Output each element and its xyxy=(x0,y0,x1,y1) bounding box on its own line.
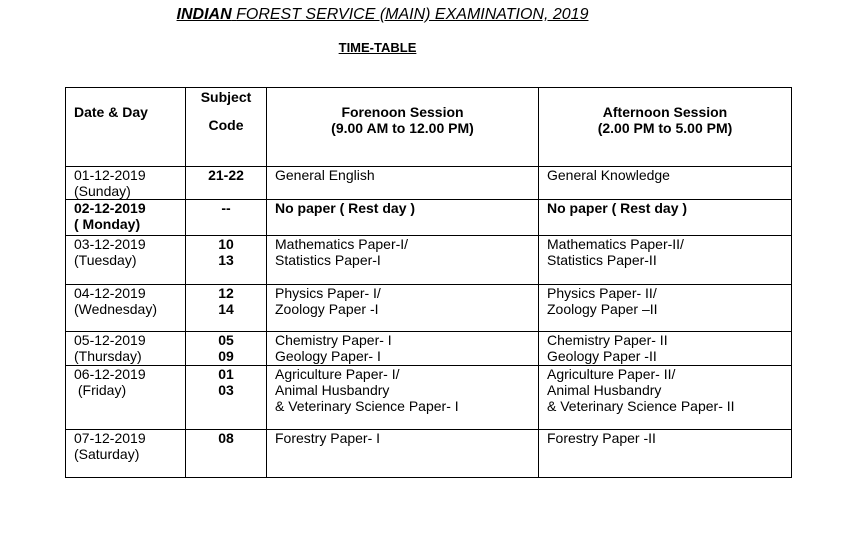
afternoon-cell xyxy=(539,167,792,200)
subject-code: 10 xyxy=(218,236,234,252)
subject-code: 03 xyxy=(218,382,234,398)
date-cell xyxy=(66,285,186,332)
date: 05-12-2019 xyxy=(74,332,146,348)
forenoon-paper: Mathematics Paper-I/ xyxy=(275,236,409,252)
table-row xyxy=(66,285,792,332)
afternoon-cell xyxy=(539,332,792,366)
forenoon-paper: No paper ( Rest day ) xyxy=(275,200,416,216)
header-forenoon-title: Forenoon Session xyxy=(341,104,464,120)
date-cell xyxy=(66,430,186,478)
forenoon-cell xyxy=(267,285,539,332)
header-afternoon-session xyxy=(539,88,792,167)
afternoon-paper: No paper ( Rest day ) xyxy=(547,200,688,216)
date: 04-12-2019 xyxy=(74,285,146,301)
forenoon-paper: Chemistry Paper- I xyxy=(275,332,392,348)
forenoon-cell xyxy=(267,167,539,200)
forenoon-paper: Physics Paper- I/ xyxy=(275,285,381,301)
subject-code-cell xyxy=(186,167,267,200)
subject-code-cell xyxy=(186,236,267,285)
subject-code: 05 xyxy=(218,332,234,348)
subject-code: 08 xyxy=(218,430,234,446)
day: (Friday) xyxy=(74,382,127,398)
forenoon-cell xyxy=(267,430,539,478)
subject-code-cell xyxy=(186,285,267,332)
afternoon-paper: Forestry Paper -II xyxy=(547,430,656,446)
date-cell xyxy=(66,167,186,200)
afternoon-cell xyxy=(539,366,792,430)
day: ( Monday) xyxy=(74,216,141,232)
header-afternoon-title: Afternoon Session xyxy=(602,104,728,120)
subject-code: 21-22 xyxy=(208,167,244,183)
forenoon-cell xyxy=(267,236,539,285)
timetable xyxy=(65,87,792,478)
header-afternoon-time: (2.00 PM to 5.00 PM) xyxy=(597,120,733,136)
forenoon-paper: Geology Paper- I xyxy=(275,348,381,364)
afternoon-paper: General Knowledge xyxy=(547,167,670,183)
table-row xyxy=(66,200,792,236)
subject-code-cell xyxy=(186,332,267,366)
day: (Wednesday) xyxy=(74,301,158,317)
day: (Tuesday) xyxy=(74,252,137,268)
afternoon-paper: Animal Husbandry xyxy=(547,382,662,398)
afternoon-cell xyxy=(539,236,792,285)
afternoon-paper: Mathematics Paper-II/ xyxy=(547,236,684,252)
header-forenoon-time: (9.00 AM to 12.00 PM) xyxy=(331,120,474,136)
afternoon-paper: Agriculture Paper- II/ xyxy=(547,366,676,382)
header-subject-code-line2: Code xyxy=(208,117,244,133)
date: 07-12-2019 xyxy=(74,430,146,446)
header-forenoon-session xyxy=(267,88,539,167)
forenoon-paper: & Veterinary Science Paper- I xyxy=(275,398,459,414)
afternoon-paper: Physics Paper- II/ xyxy=(547,285,657,301)
header-date-day: Date & Day xyxy=(66,88,186,167)
date-cell xyxy=(66,332,186,366)
header-row xyxy=(66,88,792,167)
exam-title xyxy=(0,6,765,24)
forenoon-paper: Agriculture Paper- I/ xyxy=(275,366,400,382)
subject-code: 13 xyxy=(218,252,234,268)
header-subject-code xyxy=(186,88,267,167)
day: (Sunday) xyxy=(74,183,131,199)
date: 06-12-2019 xyxy=(74,366,146,382)
forenoon-paper: Zoology Paper -I xyxy=(275,301,379,317)
forenoon-cell xyxy=(267,366,539,430)
date: 01-12-2019 xyxy=(74,167,146,183)
afternoon-cell xyxy=(539,430,792,478)
exam-title-rest: FOREST SERVICE (MAIN) EXAMINATION, 2019 xyxy=(236,6,589,23)
subject-code-cell xyxy=(186,200,267,236)
subject-code: 01 xyxy=(218,366,234,382)
forenoon-cell xyxy=(267,200,539,236)
afternoon-paper: Zoology Paper –II xyxy=(547,301,658,317)
forenoon-paper: General English xyxy=(275,167,375,183)
forenoon-cell xyxy=(267,332,539,366)
date: 02-12-2019 xyxy=(74,200,146,216)
table-row xyxy=(66,366,792,430)
afternoon-paper: Statistics Paper-II xyxy=(547,252,657,268)
subject-code: -- xyxy=(221,200,231,216)
date: 03-12-2019 xyxy=(74,236,146,252)
exam-title-bold: INDIAN xyxy=(176,6,232,23)
afternoon-paper: & Veterinary Science Paper- II xyxy=(547,398,735,414)
subject-code-cell xyxy=(186,366,267,430)
date-cell xyxy=(66,200,186,236)
date-cell xyxy=(66,366,186,430)
forenoon-paper: Animal Husbandry xyxy=(275,382,390,398)
timetable-subtitle: TIME-TABLE xyxy=(338,40,417,55)
date-cell xyxy=(66,236,186,285)
table-row xyxy=(66,167,792,200)
table-row xyxy=(66,430,792,478)
header-subject-code-line1: Subject xyxy=(200,89,252,105)
afternoon-cell xyxy=(539,200,792,236)
day: (Saturday) xyxy=(74,446,140,462)
afternoon-cell xyxy=(539,285,792,332)
subject-code: 14 xyxy=(218,301,234,317)
subject-code: 09 xyxy=(218,348,234,364)
forenoon-paper: Statistics Paper-I xyxy=(275,252,381,268)
table-row xyxy=(66,236,792,285)
afternoon-paper: Geology Paper -II xyxy=(547,348,657,364)
table-row xyxy=(66,332,792,366)
forenoon-paper: Forestry Paper- I xyxy=(275,430,381,446)
day: (Thursday) xyxy=(74,348,142,364)
subject-code-cell xyxy=(186,430,267,478)
afternoon-paper: Chemistry Paper- II xyxy=(547,332,668,348)
subject-code: 12 xyxy=(218,285,234,301)
